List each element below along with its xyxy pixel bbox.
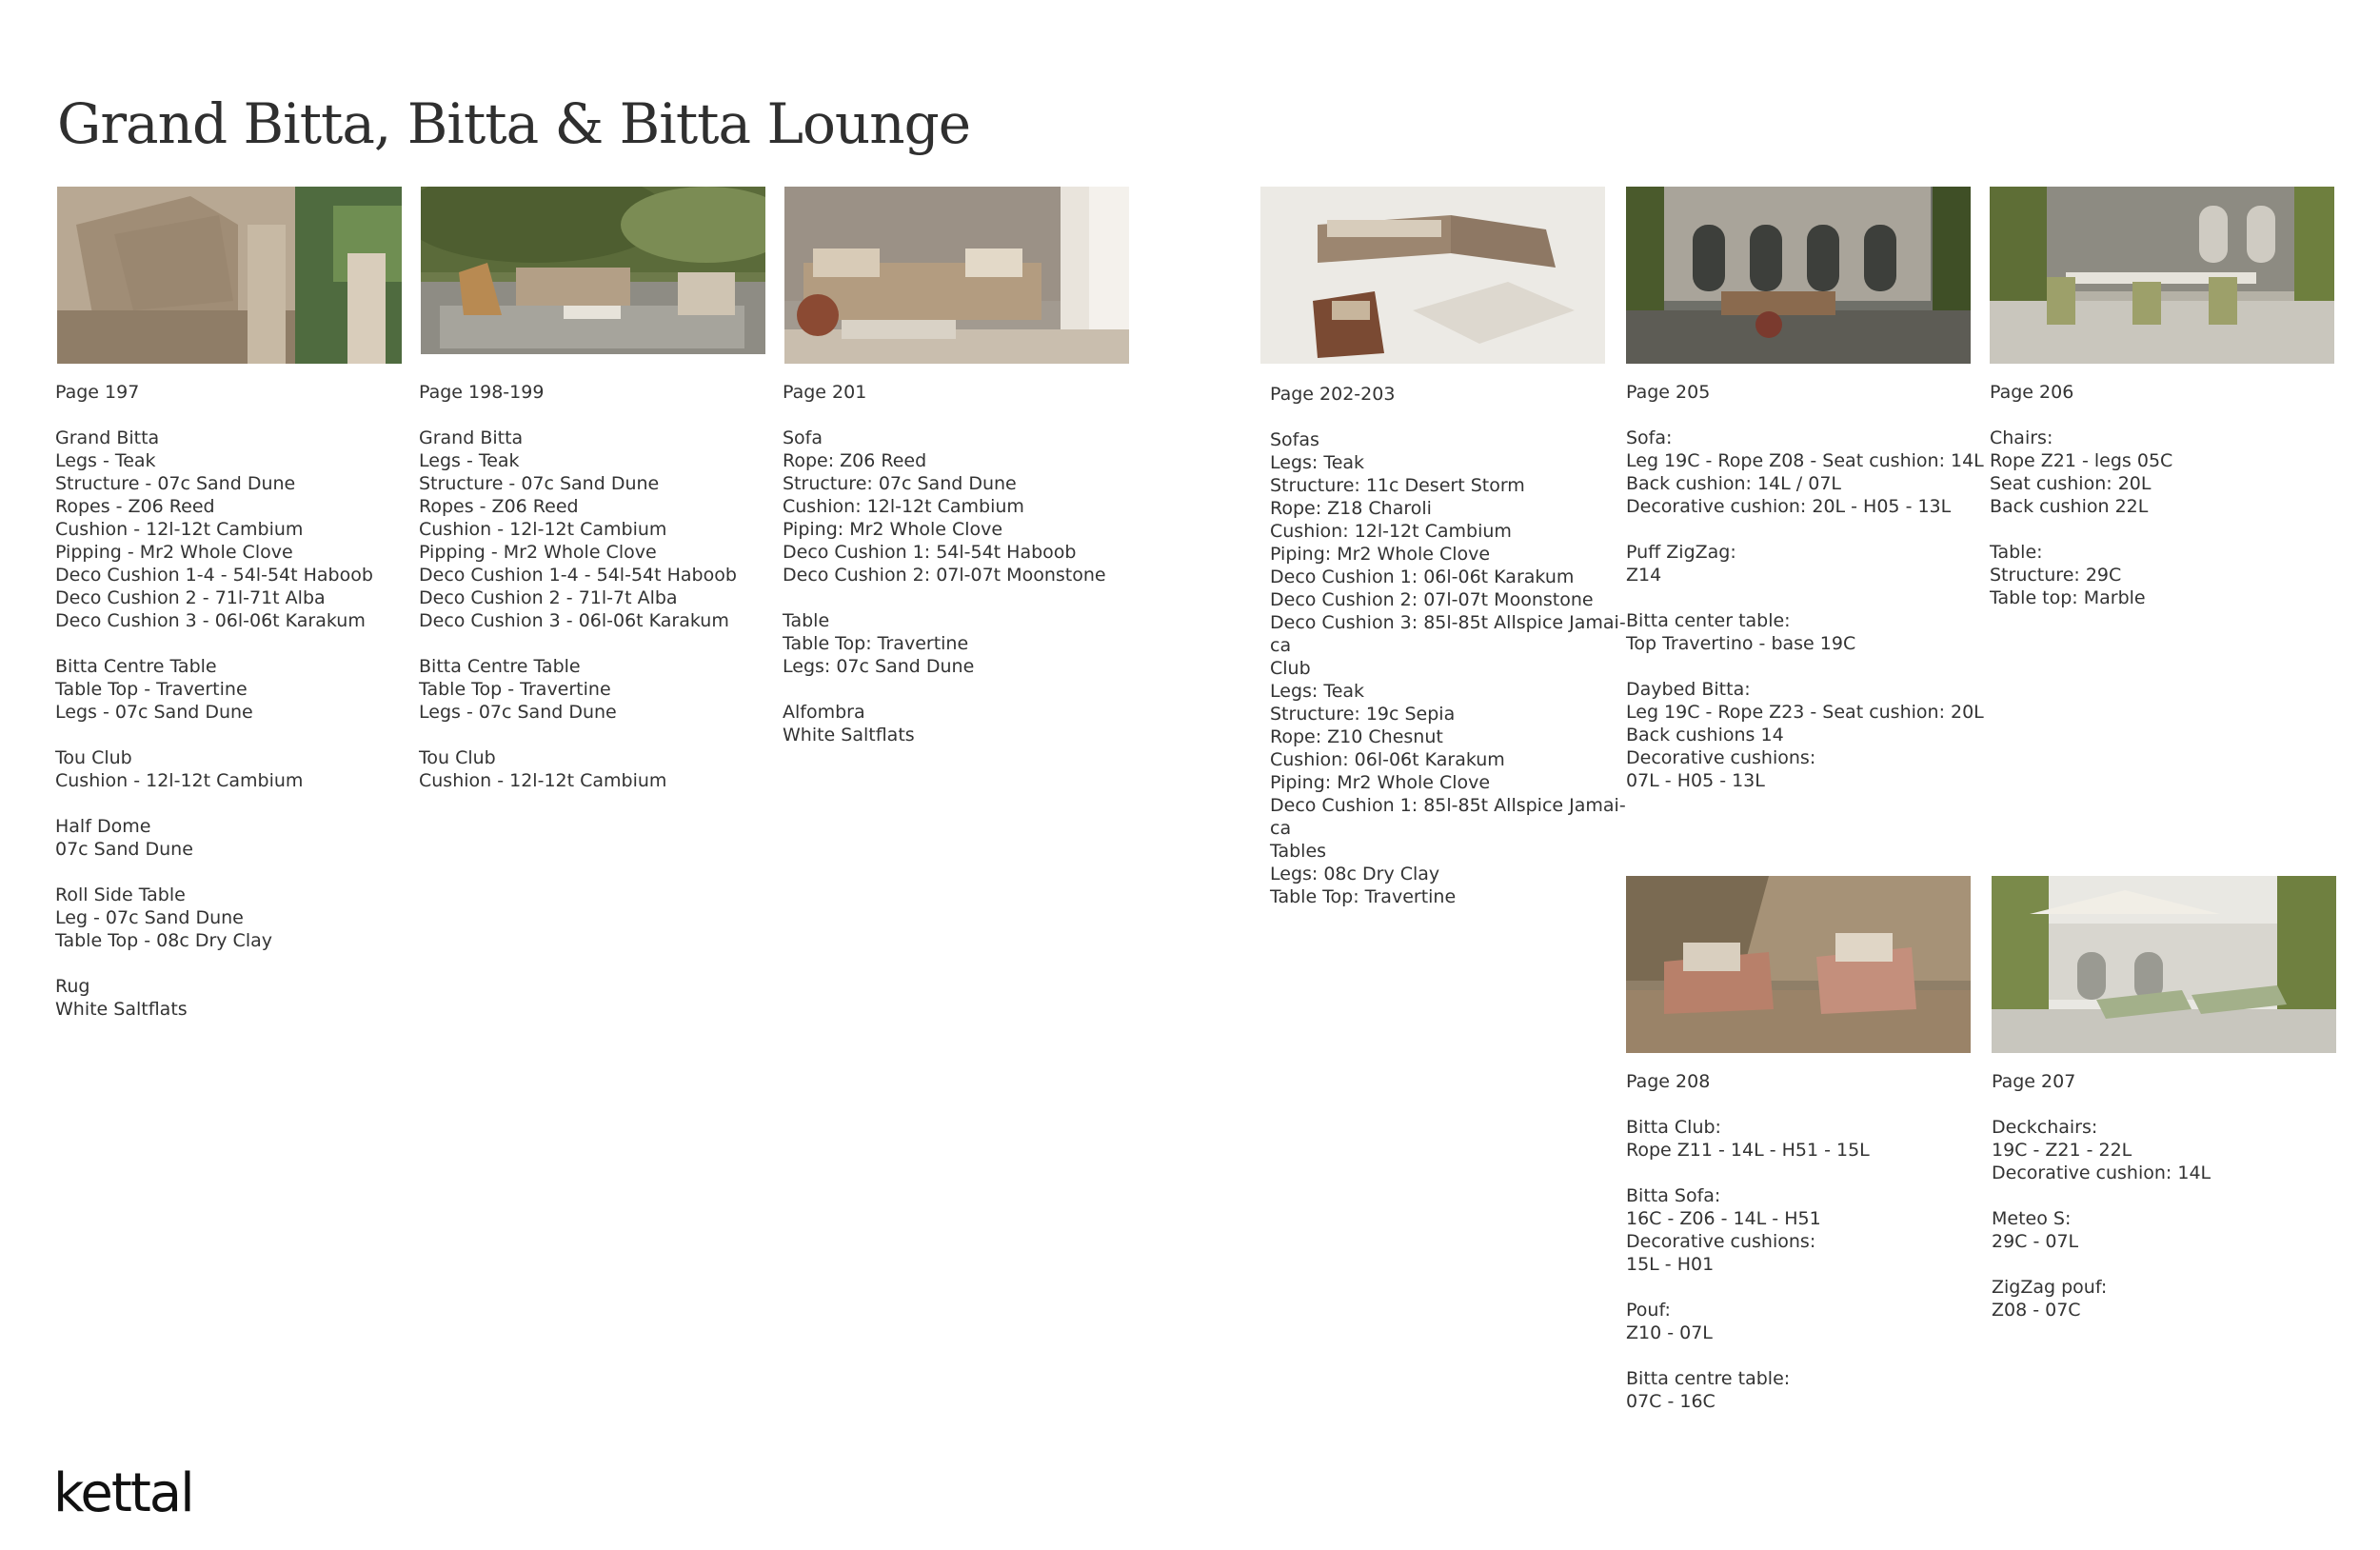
spec-line: Leg 19C - Rope Z23 - Seat cushion: 20L	[1626, 702, 1984, 723]
spec-block	[1992, 1070, 2211, 1321]
spec-line: Deco Cushion 2 - 71l-71t Alba	[55, 587, 326, 608]
spec-line: Rope: Z06 Reed	[783, 450, 927, 471]
spec-line: Back cushion 22L	[1990, 496, 2149, 517]
spec-line: Z14	[1626, 565, 1662, 586]
spec-line: Rope: Z10 Chesnut	[1270, 726, 1443, 747]
spec-line: Legs: Teak	[1270, 452, 1365, 473]
spec-line: Piping: Mr2 Whole Clove	[1270, 772, 1491, 793]
spacer	[783, 678, 1106, 701]
spec-block	[1626, 1070, 1870, 1413]
spec-line: Decorative cushion: 14L	[1992, 1162, 2211, 1183]
product-photo-page-202-203	[1260, 187, 1605, 364]
spec-block	[783, 381, 1106, 746]
spec-line: Legs: 08c Dry Clay	[1270, 864, 1440, 884]
spec-line: Cushion: 12l-12t Cambium	[783, 496, 1024, 517]
spec-line: Legs: 07c Sand Dune	[783, 656, 975, 677]
spec-line: Seat cushion: 20L	[1990, 473, 2152, 494]
spec-line: 15L - H01	[1626, 1254, 1715, 1275]
spec-line: Bitta center table:	[1626, 610, 1791, 631]
spec-line: Deco Cushion 3 - 06l-06t Karakum	[419, 610, 729, 631]
page-title: Grand Bitta, Bitta & Bitta Lounge	[57, 91, 971, 156]
spec-line: ZigZag pouf:	[1992, 1277, 2108, 1298]
spec-line: Rug	[55, 976, 90, 997]
spec-line: Structure: 07c Sand Dune	[783, 473, 1017, 494]
spec-line: 07c Sand Dune	[55, 839, 193, 860]
spec-line: Daybed Bitta:	[1626, 679, 1751, 700]
spacer	[1626, 586, 1984, 609]
kettal-logo: kettal	[53, 1462, 193, 1524]
spec-line: Table Top - Travertine	[419, 679, 611, 700]
spec-line: Sofa:	[1626, 427, 1673, 448]
page-reference: Page 197	[55, 382, 140, 403]
spec-line: 07L - H05 - 13L	[1626, 770, 1765, 791]
spec-line: Structure - 07c Sand Dune	[55, 473, 296, 494]
spacer	[1992, 1184, 2211, 1207]
spec-line: Deco Cushion 3: 85l-85t Allspice Jamai-	[1270, 612, 1626, 633]
spec-line: ca	[1270, 635, 1292, 656]
spec-line: 07C - 16C	[1626, 1391, 1716, 1412]
spec-line: Cushion: 12l-12t Cambium	[1270, 521, 1512, 542]
spec-block	[55, 381, 373, 1021]
product-photo-page-205	[1626, 187, 1971, 364]
page-reference: Page 198-199	[419, 382, 545, 403]
spec-line: Tou Club	[419, 747, 496, 768]
spec-line: Bitta Centre Table	[55, 656, 217, 677]
page-reference: Page 206	[1990, 382, 2074, 403]
spec-line: Deco Cushion 2: 07l-07t Moonstone	[783, 565, 1106, 586]
spacer	[1626, 1276, 1870, 1299]
spec-line: Deco Cushion 1-4 - 54l-54t Haboob	[419, 565, 737, 586]
spec-line: Table Top - 08c Dry Clay	[55, 930, 272, 951]
spec-line: Structure: 19c Sepia	[1270, 704, 1456, 725]
spacer	[1990, 518, 2172, 541]
product-photo-page-206	[1990, 187, 2334, 364]
spec-block	[1626, 381, 1984, 792]
spec-line: Rope: Z18 Charoli	[1270, 498, 1432, 519]
product-photo-page-208	[1626, 876, 1971, 1053]
spec-line: Chairs:	[1990, 427, 2053, 448]
spec-line: Piping: Mr2 Whole Clove	[783, 519, 1003, 540]
spec-line: Tables	[1270, 841, 1327, 862]
spec-line: Pouf:	[1626, 1300, 1671, 1321]
spec-line: Table Top: Travertine	[783, 633, 969, 654]
spec-line: Deckchairs:	[1992, 1117, 2098, 1138]
spec-line: Table	[783, 610, 830, 631]
spacer	[1626, 518, 1984, 541]
spec-line: Top Travertino - base 19C	[1626, 633, 1856, 654]
spec-line: Alfombra	[783, 702, 865, 723]
product-photo-page-201	[784, 187, 1129, 364]
spacer	[55, 724, 373, 746]
spec-line: 16C - Z06 - 14L - H51	[1626, 1208, 1821, 1229]
spec-line: Z10 - 07L	[1626, 1322, 1713, 1343]
spec-line: Leg 19C - Rope Z08 - Seat cushion: 14L	[1626, 450, 1984, 471]
spacer	[55, 632, 373, 655]
spacer	[1626, 1162, 1870, 1184]
spec-line: Roll Side Table	[55, 884, 186, 905]
page-reference: Page 207	[1992, 1071, 2076, 1092]
spec-line: Legs - 07c Sand Dune	[419, 702, 617, 723]
spec-line: Cushion - 12l-12t Cambium	[55, 770, 304, 791]
spec-line: White Saltflats	[783, 725, 915, 745]
page-reference: Page 205	[1626, 382, 1711, 403]
spec-line: Piping: Mr2 Whole Clove	[1270, 544, 1491, 565]
spec-line: Table Top - Travertine	[55, 679, 248, 700]
spec-line: Rope Z11 - 14L - H51 - 15L	[1626, 1140, 1870, 1161]
spec-line: Structure: 29C	[1990, 565, 2122, 586]
spec-line: Deco Cushion 1-4 - 54l-54t Haboob	[55, 565, 373, 586]
spec-line: Grand Bitta	[419, 427, 524, 448]
page-reference: Page 202-203	[1270, 384, 1396, 405]
spec-line: Structure - 07c Sand Dune	[419, 473, 660, 494]
spec-line: Bitta Sofa:	[1626, 1185, 1721, 1206]
spec-line: Bitta centre table:	[1626, 1368, 1791, 1389]
spec-line: Club	[1270, 658, 1311, 679]
spacer	[419, 632, 737, 655]
spec-line: Pipping - Mr2 Whole Clove	[419, 542, 657, 563]
spec-line: Deco Cushion 1: 85l-85t Allspice Jamai-	[1270, 795, 1626, 816]
spec-line: Decorative cushions:	[1626, 1231, 1816, 1252]
product-photo-page-198-199	[421, 187, 765, 354]
spec-line: Bitta Club:	[1626, 1117, 1721, 1138]
spec-line: Grand Bitta	[55, 427, 160, 448]
spec-line: Decorative cushion: 20L - H05 - 13L	[1626, 496, 1952, 517]
spec-block	[1270, 383, 1626, 908]
spec-line: Cushion - 12l-12t Cambium	[55, 519, 304, 540]
spacer	[419, 724, 737, 746]
spec-line: Back cushions 14	[1626, 725, 1784, 745]
spacer	[1626, 1344, 1870, 1367]
page-reference: Page 201	[783, 382, 867, 403]
spec-line: Tou Club	[55, 747, 132, 768]
spec-line: Pipping - Mr2 Whole Clove	[55, 542, 293, 563]
spec-line: 29C - 07L	[1992, 1231, 2079, 1252]
spec-line: Deco Cushion 2: 07l-07t Moonstone	[1270, 589, 1594, 610]
spec-line: Ropes - Z06 Reed	[55, 496, 215, 517]
spec-line: Back cushion: 14L / 07L	[1626, 473, 1841, 494]
spec-line: Meteo S:	[1992, 1208, 2072, 1229]
spec-line: Z08 - 07C	[1992, 1300, 2081, 1321]
spec-line: White Saltflats	[55, 999, 188, 1020]
product-photo-page-197	[57, 187, 402, 364]
spacer	[1626, 655, 1984, 678]
spacer	[783, 586, 1106, 609]
spec-line: Leg - 07c Sand Dune	[55, 907, 244, 928]
spacer	[55, 861, 373, 884]
spec-line: Rope Z21 - legs 05C	[1990, 450, 2173, 471]
product-photo-page-207	[1992, 876, 2336, 1053]
spec-line: Puff ZigZag:	[1626, 542, 1736, 563]
spec-line: Ropes - Z06 Reed	[419, 496, 579, 517]
spec-line: Legs - Teak	[419, 450, 520, 471]
spec-line: Deco Cushion 1: 54l-54t Haboob	[783, 542, 1077, 563]
spec-line: ca	[1270, 818, 1292, 839]
spacer	[55, 952, 373, 975]
spacer	[55, 792, 373, 815]
spec-line: 19C - Z21 - 22L	[1992, 1140, 2132, 1161]
spacer	[1992, 1253, 2211, 1276]
spec-line: Legs - 07c Sand Dune	[55, 702, 253, 723]
spec-line: Sofa	[783, 427, 823, 448]
spec-line: Cushion - 12l-12t Cambium	[419, 519, 667, 540]
spec-line: Table top: Marble	[1990, 587, 2146, 608]
page-reference: Page 208	[1626, 1071, 1711, 1092]
spec-line: Deco Cushion 1: 06l-06t Karakum	[1270, 566, 1575, 587]
spec-line: Bitta Centre Table	[419, 656, 581, 677]
spec-line: Deco Cushion 2 - 71l-7t Alba	[419, 587, 678, 608]
spec-line: Legs: Teak	[1270, 681, 1365, 702]
spec-line: Cushion: 06l-06t Karakum	[1270, 749, 1505, 770]
spec-block	[1990, 381, 2172, 609]
spec-line: Sofas	[1270, 429, 1319, 450]
spec-line: Structure: 11c Desert Storm	[1270, 475, 1525, 496]
spec-line: Deco Cushion 3 - 06l-06t Karakum	[55, 610, 366, 631]
spec-line: Table:	[1990, 542, 2043, 563]
spec-line: Legs - Teak	[55, 450, 156, 471]
spec-line: Table Top: Travertine	[1270, 886, 1457, 907]
spec-line: Half Dome	[55, 816, 151, 837]
spec-block	[419, 381, 737, 792]
spec-line: Decorative cushions:	[1626, 747, 1816, 768]
spec-line: Cushion - 12l-12t Cambium	[419, 770, 667, 791]
